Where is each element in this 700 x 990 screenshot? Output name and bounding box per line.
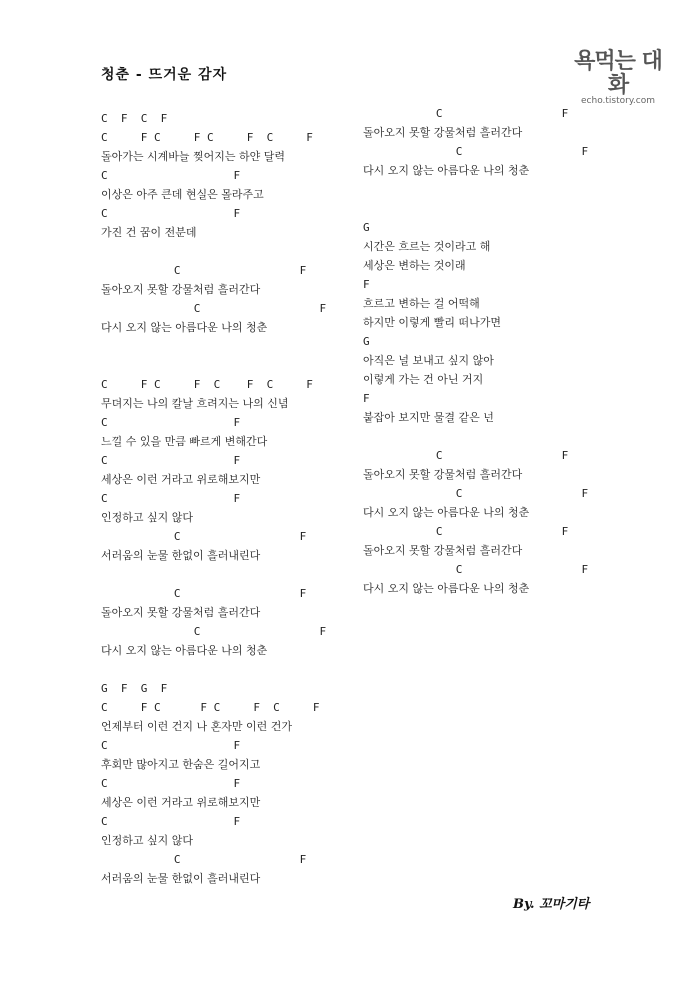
lyric-line: 다시 오지 않는 아름다운 나의 청춘 xyxy=(101,321,268,334)
chord-line: C F xyxy=(101,169,241,182)
chord-line: C F C F C F C F xyxy=(101,378,313,391)
lyric-line: 돌아가는 시계바늘 찢어지는 하얀 달력 xyxy=(101,150,286,163)
lyric-line: 서러움의 눈물 한없이 흘러내린다 xyxy=(101,549,261,562)
chord-line: C F xyxy=(101,492,241,505)
chord-line: C F xyxy=(363,107,569,120)
chord-line: C F C F xyxy=(101,112,168,125)
logo-url: echo.tistory.com xyxy=(581,96,655,106)
lyric-line: 다시 오지 않는 아름다운 나의 청춘 xyxy=(363,582,530,595)
lyric-line: 돌아오지 못할 강물처럼 흘러간다 xyxy=(101,283,261,296)
blank-line xyxy=(363,199,663,218)
chord-line: C F xyxy=(101,530,307,543)
lyric-line: 돌아오지 못할 강물처럼 흘러간다 xyxy=(363,126,523,139)
chord-line: C F xyxy=(101,416,241,429)
blank-line xyxy=(363,180,663,199)
chord-line: C F xyxy=(101,625,327,638)
chord-line: G xyxy=(363,335,370,348)
lyric-line: 하지만 이렇게 빨리 떠나가면 xyxy=(363,316,502,329)
chord-line: F xyxy=(363,392,370,405)
lyric-line: 후회만 많아지고 한숨은 길어지고 xyxy=(101,758,261,771)
lyric-line: 붙잡아 보지만 물결 같은 넌 xyxy=(363,411,494,424)
lyric-line: 다시 오지 않는 아름다운 나의 청춘 xyxy=(363,506,530,519)
chord-line: C F xyxy=(101,302,327,315)
lyrics-column-left xyxy=(101,109,401,888)
author-signature: By. 꼬마기타 xyxy=(513,897,590,912)
chord-line: F xyxy=(363,278,370,291)
lyric-line: 이상은 아주 큰데 현실은 몰라주고 xyxy=(101,188,264,201)
chord-line: G xyxy=(363,221,370,234)
lyric-line: 세상은 변하는 것이래 xyxy=(363,259,466,272)
blank-line xyxy=(101,337,401,356)
lyric-line: 세상은 이런 거라고 위로해보지만 xyxy=(101,473,261,486)
lyric-line: 언제부터 이런 건지 나 혼자만 이런 건가 xyxy=(101,720,292,733)
chord-line: C F xyxy=(101,815,241,828)
chord-line: C F C F C F C F xyxy=(101,701,320,714)
chord-line: C F xyxy=(363,145,589,158)
lyrics-column-right xyxy=(363,104,663,598)
logo-main-text: 욕먹는 대화 xyxy=(574,49,662,98)
blank-line xyxy=(363,427,663,446)
lyric-line: 인정하고 싶지 않다 xyxy=(101,511,194,524)
blank-line xyxy=(101,356,401,375)
chord-line: C F xyxy=(101,739,241,752)
lyric-line: 세상은 이런 거라고 위로해보지만 xyxy=(101,796,261,809)
chord-line: C F xyxy=(363,563,589,576)
lyric-line: 이렇게 가는 건 아닌 거지 xyxy=(363,373,484,386)
chord-line: C F C F C F C F xyxy=(101,131,313,144)
blank-line xyxy=(101,242,401,261)
chord-line: C F xyxy=(101,207,241,220)
chord-line: G F G F xyxy=(101,682,168,695)
chord-line: C F xyxy=(363,525,569,538)
chord-line: C F xyxy=(363,487,589,500)
lyric-line: 아직은 널 보내고 싶지 않아 xyxy=(363,354,494,367)
blank-line xyxy=(101,565,401,584)
lyric-line: 돌아오지 못할 강물처럼 흘러간다 xyxy=(363,468,523,481)
chord-line: C F xyxy=(101,853,307,866)
song-title: 청춘 - 뜨거운 감자 xyxy=(101,67,228,83)
lyric-line: 시간은 흐르는 것이라고 해 xyxy=(363,240,491,253)
lyric-line: 가진 건 꿈이 전분데 xyxy=(101,226,197,239)
lyric-line: 돌아오지 못할 강물처럼 흘러간다 xyxy=(363,544,523,557)
blog-logo xyxy=(568,50,668,106)
blank-line xyxy=(101,660,401,679)
lyric-line: 다시 오지 않는 아름다운 나의 청춘 xyxy=(363,164,530,177)
chord-line: C F xyxy=(101,777,241,790)
lyric-line: 다시 오지 않는 아름다운 나의 청춘 xyxy=(101,644,268,657)
lyric-line: 무뎌지는 나의 칼날 흐려지는 나의 신념 xyxy=(101,397,289,410)
chord-line: C F xyxy=(101,587,307,600)
lyric-line: 흐르고 변하는 걸 어떡해 xyxy=(363,297,480,310)
chord-line: C F xyxy=(101,264,307,277)
lyric-line: 느낄 수 있을 만큼 빠르게 변해간다 xyxy=(101,435,268,448)
chord-line: C F xyxy=(101,454,241,467)
lyric-line: 인정하고 싶지 않다 xyxy=(101,834,194,847)
lyric-line: 서러움의 눈물 한없이 흘러내린다 xyxy=(101,872,261,885)
chord-line: C F xyxy=(363,449,569,462)
lyric-line: 돌아오지 못할 강물처럼 흘러간다 xyxy=(101,606,261,619)
